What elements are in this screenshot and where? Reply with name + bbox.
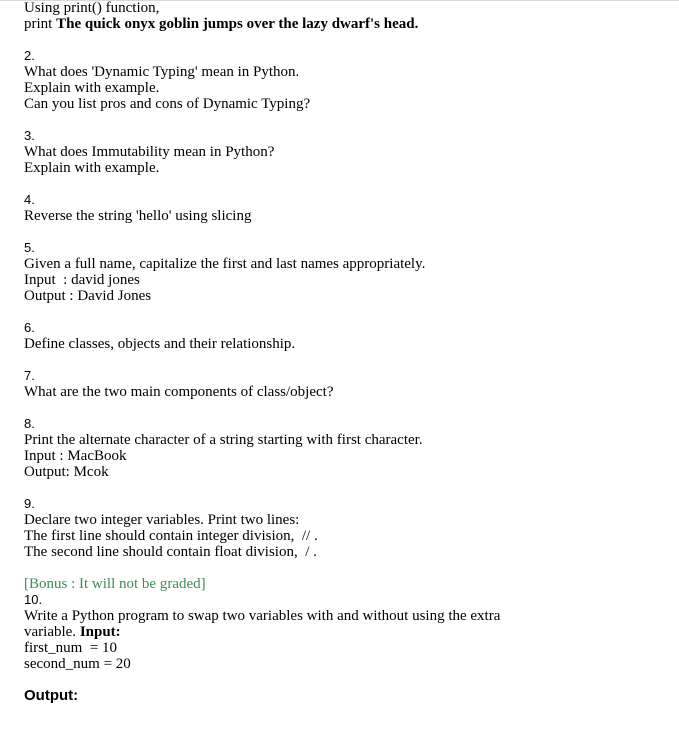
input-label: Input:: [79, 624, 121, 640]
q1-sample-sentence: The quick onyx goblin jumps over the lazy dwarf's head.: [56, 16, 419, 32]
question-4: [24, 192, 664, 224]
q10-variable-text: variable.: [24, 624, 80, 640]
question-8: [24, 416, 664, 480]
document-body: [24, 0, 664, 704]
q8-line: Output: Mcok: [24, 464, 109, 480]
question-5: [24, 240, 664, 304]
q6-number: 6.: [24, 320, 35, 335]
output-label: Output:: [24, 687, 79, 704]
q5-line: Output : David Jones: [24, 288, 152, 304]
q9-line: The first line should contain integer division, // .: [24, 528, 318, 544]
question-10: [24, 576, 664, 704]
second-num-text: second_num = 20: [24, 656, 131, 672]
q8-line: Print the alternate character of a string starting with first character.: [24, 432, 423, 448]
q8-number: 8.: [24, 416, 35, 431]
q3-line: What does Immutability mean in Python?: [24, 144, 275, 160]
q9-line: The second line should contain float division, / .: [24, 544, 317, 560]
question-2: [24, 48, 664, 112]
question-6: [24, 320, 664, 352]
q3-line: Explain with example.: [24, 160, 160, 176]
question-9: [24, 496, 664, 560]
question-1: [24, 0, 664, 32]
q1-line-1: Using print() function,: [24, 0, 160, 16]
q3-number: 3.: [24, 128, 35, 143]
q2-line: Explain with example.: [24, 80, 160, 96]
second-num-line: [24, 656, 664, 672]
q5-line: Given a full name, capitalize the first and last names appropriately.: [24, 256, 426, 272]
q8-line: Input : MacBook: [24, 448, 127, 464]
q10-number: 10.: [24, 592, 43, 607]
question-7: [24, 368, 664, 400]
q2-number: 2.: [24, 48, 35, 63]
q9-number: 9.: [24, 496, 35, 511]
question-3: [24, 128, 664, 176]
bonus-note: [Bonus : It will not be graded]: [24, 576, 206, 592]
q2-line: Can you list pros and cons of Dynamic Typing?: [24, 96, 311, 112]
q5-number: 5.: [24, 240, 35, 255]
q7-number: 7.: [24, 368, 35, 383]
q10-line-1: Write a Python program to swap two variables with and without using the extra: [24, 608, 501, 624]
q4-number: 4.: [24, 192, 35, 207]
q9-line: Declare two integer variables. Print two lines:: [24, 512, 300, 528]
q5-line: Input : david jones: [24, 272, 140, 288]
q1-print-prefix: print: [24, 16, 57, 32]
q4-line: Reverse the string 'hello' using slicing: [24, 208, 252, 224]
first-num-text: first_num = 10: [24, 640, 118, 656]
q10-line-2: [24, 624, 664, 640]
q2-line: What does 'Dynamic Typing' mean in Python.: [24, 64, 300, 80]
first-num-line: [24, 640, 664, 656]
q1-line-2: [24, 16, 664, 32]
q6-line: Define classes, objects and their relationship.: [24, 336, 296, 352]
q7-line: What are the two main components of class/object?: [24, 384, 334, 400]
